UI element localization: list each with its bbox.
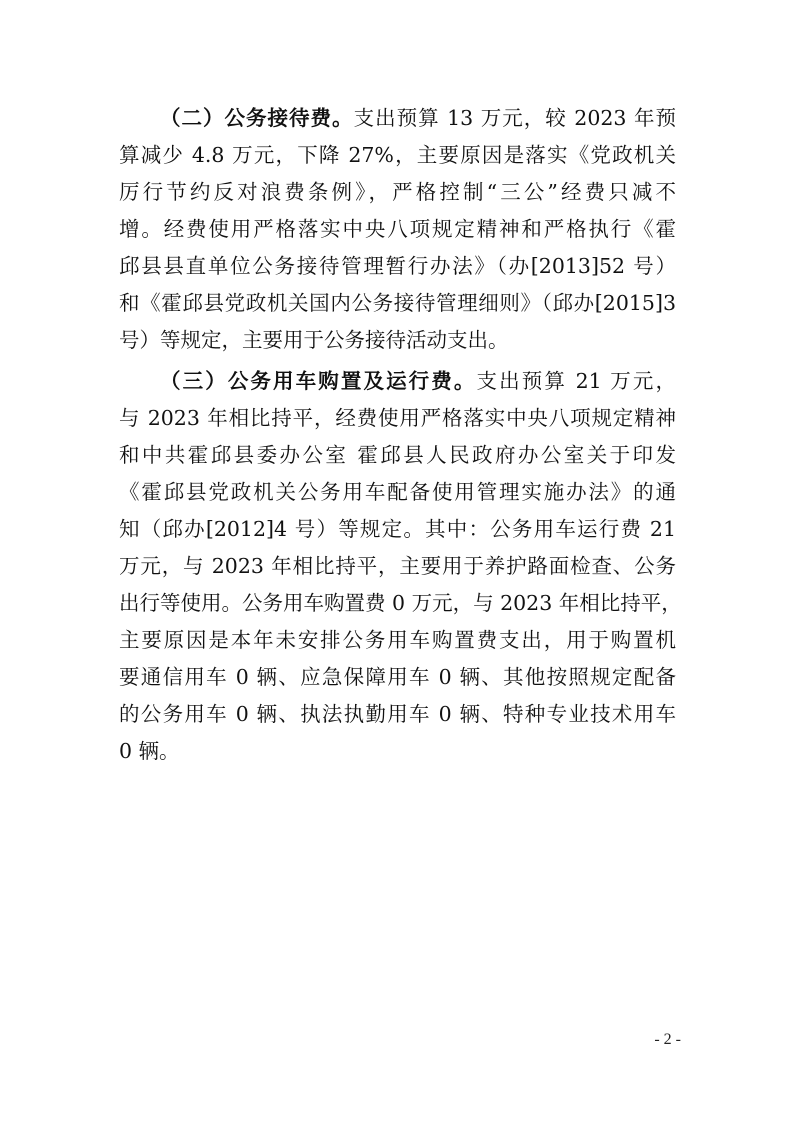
- paragraph-line: 增。经费使用严格落实中央八项规定精神和严格执行《霍: [119, 217, 676, 241]
- paragraph-line: 知（邱办[2012]4 号）等规定。其中：公务用车运行费 21: [119, 517, 676, 541]
- paragraph-line: 算减少 4.8 万元，下降 27%，主要原因是落实《党政机关: [119, 143, 676, 167]
- paragraph-line: 出行等使用。公务用车购置费 0 万元，与 2023 年相比持平，: [119, 591, 682, 615]
- paragraph-line: [160, 103, 676, 133]
- page-number: - 2 -: [654, 1031, 681, 1048]
- paragraph-line: 的公务用车 0 辆、执法执勤用车 0 辆、特种专业技术用车: [119, 702, 676, 726]
- paragraph-line: 万元，与 2023 年相比持平，主要用于养护路面检查、公务: [119, 554, 676, 578]
- paragraph-line: [160, 366, 676, 396]
- paragraph-line: 《霍邱县党政机关公务用车配备使用管理实施办法》的通: [119, 480, 676, 504]
- paragraph-line: 主要原因是本年未安排公务用车购置费支出，用于购置机: [119, 628, 676, 652]
- paragraph-line: 与 2023 年相比持平，经费使用严格落实中央八项规定精神: [119, 406, 676, 430]
- paragraph-line: 要通信用车 0 辆、应急保障用车 0 辆、其他按照规定配备: [119, 665, 676, 689]
- section-heading: （三）公务用车购置及运行费。: [160, 369, 477, 393]
- paragraph-text: 支出预算 13 万元，较 2023 年预: [353, 106, 677, 130]
- paragraph-text: 支出预算 21 万元，: [476, 369, 676, 393]
- section-heading: （二）公务接待费。: [160, 106, 354, 130]
- paragraph-line: 号）等规定，主要用于公务接待活动支出。: [119, 328, 509, 352]
- paragraph-line: 邱县县直单位公务接待管理暂行办法》（办[2013]52 号）: [119, 254, 676, 278]
- paragraph-line: 和中共霍邱县委办公室 霍邱县人民政府办公室关于印发: [119, 443, 676, 467]
- paragraph-line: 0 辆。: [119, 739, 180, 763]
- paragraph-line: 和《霍邱县党政机关国内公务接待管理细则》（邱办[2015]3: [119, 291, 676, 315]
- paragraph-line: 厉行节约反对浪费条例》，严格控制“三公”经费只减不: [119, 180, 676, 204]
